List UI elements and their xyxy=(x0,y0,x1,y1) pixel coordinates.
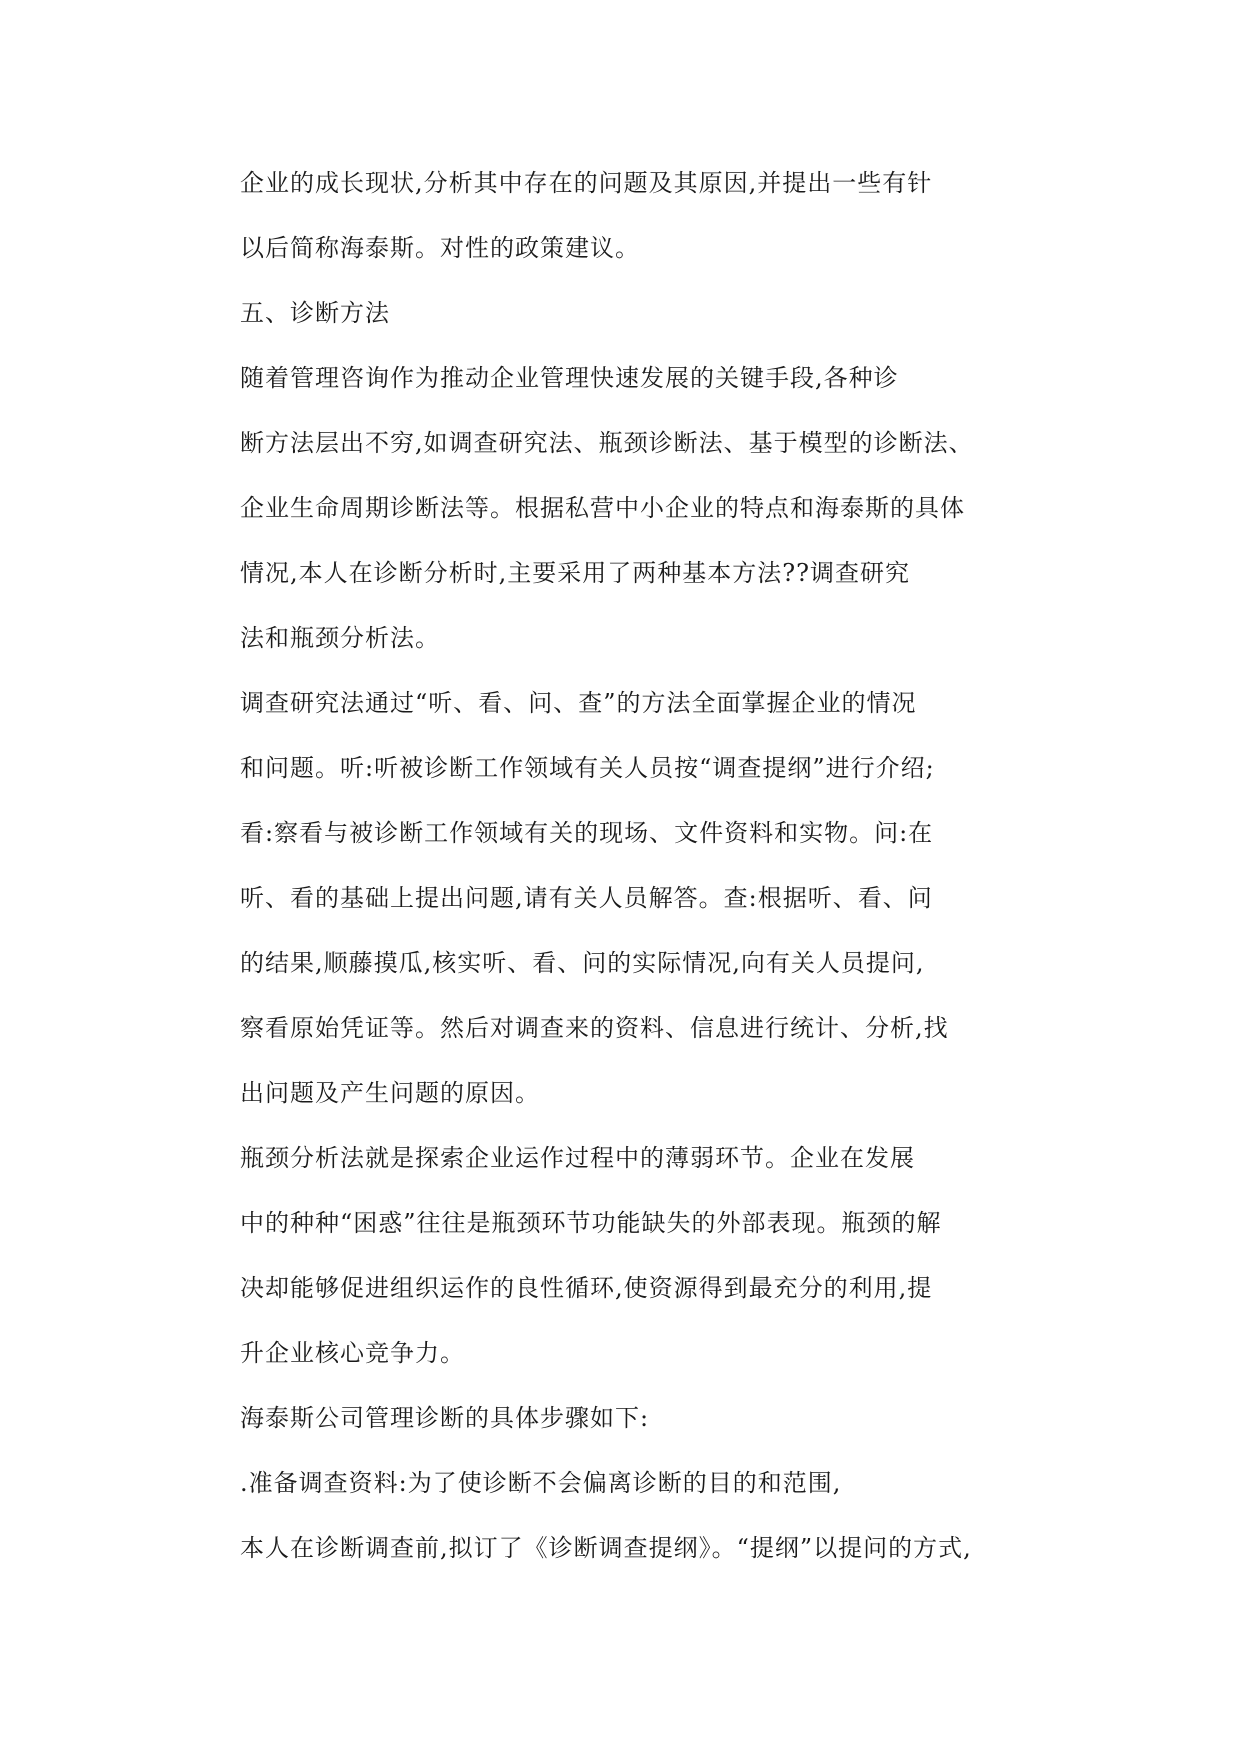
text-line: 断方法层出不穷,如调查研究法、瓶颈诊断法、基于模型的诊断法、 xyxy=(240,429,974,457)
text-line: 海泰斯公司管理诊断的具体步骤如下: xyxy=(240,1404,650,1432)
text-line: 中的种种“困惑”往往是瓶颈环节功能缺失的外部表现。瓶颈的解 xyxy=(240,1209,942,1237)
text-line: 看:察看与被诊断工作领域有关的现场、文件资料和实物。问:在 xyxy=(240,819,934,847)
text-line: 以后简称海泰斯。对性的政策建议。 xyxy=(240,234,640,262)
text-line: 的结果,顺藤摸瓜,核实听、看、问的实际情况,向有关人员提问, xyxy=(240,949,925,977)
text-line: 企业生命周期诊断法等。根据私营中小企业的特点和海泰斯的具体 xyxy=(240,494,965,522)
text-line: 听、看的基础上提出问题,请有关人员解答。查:根据听、看、问 xyxy=(240,884,933,912)
text-line: 本人在诊断调查前,拟订了《诊断调查提纲》。“提纲”以提问的方式, xyxy=(240,1534,972,1562)
text-line: 和问题。听:听被诊断工作领域有关人员按“调查提纲”进行介绍; xyxy=(240,754,935,782)
text-line: 决却能够促进组织运作的良性循环,使资源得到最充分的利用,提 xyxy=(240,1274,933,1302)
text-line: 瓶颈分析法就是探索企业运作过程中的薄弱环节。企业在发展 xyxy=(240,1144,915,1172)
text-line: 情况,本人在诊断分析时,主要采用了两种基本方法??调查研究 xyxy=(240,559,910,587)
text-line: 法和瓶颈分析法。 xyxy=(240,624,440,652)
text-line: 调查研究法通过“听、看、问、查”的方法全面掌握企业的情况 xyxy=(240,689,917,717)
text-line: 随着管理咨询作为推动企业管理快速发展的关键手段,各种诊 xyxy=(240,364,899,392)
section-heading: 五、诊断方法 xyxy=(240,299,390,327)
text-line: .准备调查资料:为了使诊断不会偏离诊断的目的和范围, xyxy=(240,1469,842,1497)
text-line: 察看原始凭证等。然后对调查来的资料、信息进行统计、分析,找 xyxy=(240,1014,949,1042)
text-line: 升企业核心竞争力。 xyxy=(240,1339,465,1367)
text-line: 企业的成长现状,分析其中存在的问题及其原因,并提出一些有针 xyxy=(240,169,933,197)
text-line: 出问题及产生问题的原因。 xyxy=(240,1079,540,1107)
